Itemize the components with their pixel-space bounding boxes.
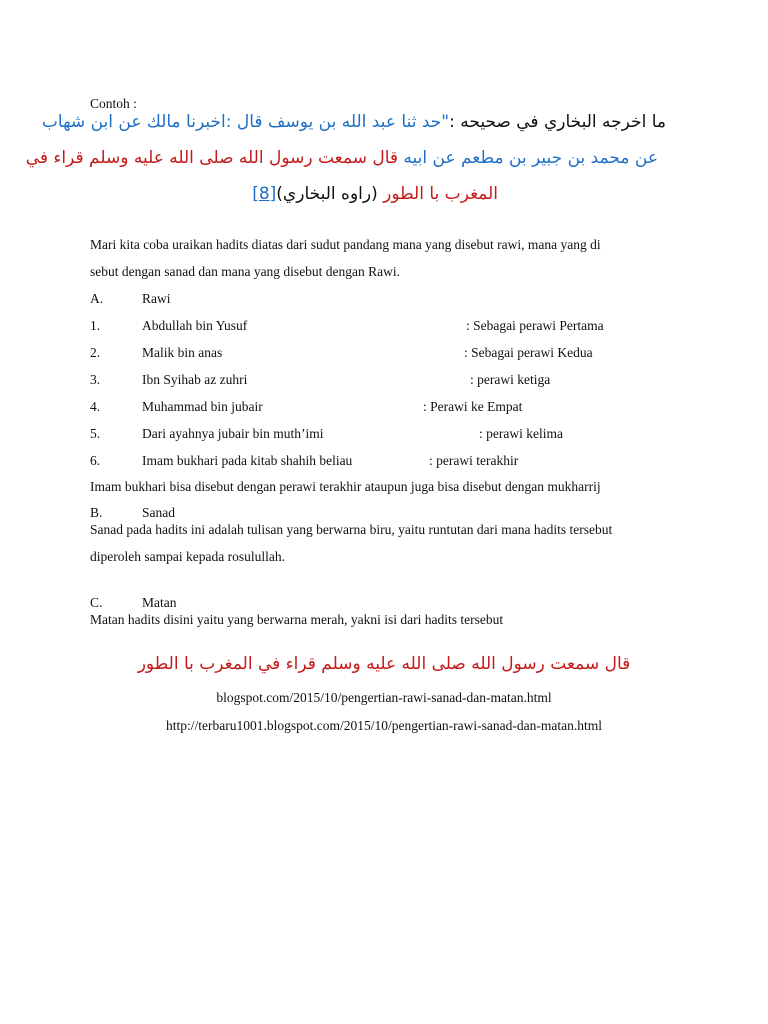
rawi-number: 2. xyxy=(90,345,101,360)
rawi-list-item xyxy=(0,345,768,365)
rawi-role: : Perawi ke Empat xyxy=(423,399,523,414)
rawi-role: : perawi kelima xyxy=(479,426,563,441)
rawi-name: Muhammad bin jubair xyxy=(142,399,263,414)
source-link-1[interactable]: blogspot.com/2015/10/pengertian-rawi-sanad-dan-matan.html xyxy=(216,690,552,705)
rawi-role: : Sebagai perawi Kedua xyxy=(464,345,593,360)
section-c-title: Matan xyxy=(142,595,177,610)
matan-arabic: قال سمعت رسول الله صلى الله عليه وسلم قراء في المغرب با الطور xyxy=(137,654,631,674)
rawi-list-item xyxy=(0,372,768,392)
arabic-line-3-matan: المغرب با الطور xyxy=(383,184,498,204)
arabic-line-2-sanad: عن محمد بن جبير بن مطعم عن ابيه xyxy=(403,148,658,168)
arabic-line-2-matan: قال سمعت رسول الله صلى الله عليه وسلم قراء في xyxy=(25,148,404,168)
rawi-number: 5. xyxy=(90,426,101,441)
sanad-text-line-2: diperoleh sampai kepada rosulullah. xyxy=(90,549,285,564)
source-link-2[interactable]: http://terbaru1001.blogspot.com/2015/10/pengertian-rawi-sanad-dan-matan.html xyxy=(165,718,602,733)
rawi-name: Malik bin anas xyxy=(142,345,223,360)
rawi-name: Imam bukhari pada kitab shahih beliau xyxy=(142,453,353,468)
section-b-title: Sanad xyxy=(142,505,175,520)
rawi-role: : perawi terakhir xyxy=(429,453,519,468)
sanad-text-line-1: Sanad pada hadits ini adalah tulisan yang berwarna biru, yaitu runtutan dari mana hadits tersebut xyxy=(90,522,613,537)
arabic-line-1-intro: ما اخرجه البخاري في صحيحه : xyxy=(449,112,666,132)
rawi-name: Dari ayahnya jubair bin muth’imi xyxy=(142,426,324,441)
rawi-number: 4. xyxy=(90,399,101,414)
rawi-role: : Sebagai perawi Pertama xyxy=(466,318,604,333)
section-b-letter: B. xyxy=(90,505,103,520)
rawi-list-item xyxy=(0,318,768,338)
arabic-line-3-narrator: (راوه البخاري) xyxy=(276,184,384,204)
arabic-line-3 xyxy=(252,184,498,204)
rawi-note: Imam bukhari bisa disebut dengan perawi terakhir ataupun juga bisa disebut dengan mukharrij xyxy=(90,479,601,494)
arabic-line-1 xyxy=(42,112,666,132)
arabic-line-1-sanad: "حد ثنا عبد الله بن يوسف قال :اخبرنا مالك عن ابن شهاب xyxy=(41,112,450,132)
intro-line-2: sebut dengan sanad dan mana yang disebut dengan Rawi. xyxy=(90,264,401,279)
footnote-reference-link[interactable]: [8] xyxy=(252,184,277,204)
rawi-list-item xyxy=(0,426,768,446)
intro-line-1: Mari kita coba uraikan hadits diatas dari sudut pandang mana yang disebut rawi, mana yang di xyxy=(90,237,601,252)
section-a-title: Rawi xyxy=(142,291,171,306)
rawi-number: 6. xyxy=(90,453,101,468)
arabic-line-2 xyxy=(26,148,658,168)
rawi-number: 1. xyxy=(90,318,101,333)
contoh-label: Contoh : xyxy=(90,96,137,111)
rawi-list-item xyxy=(0,453,768,473)
matan-text: Matan hadits disini yaitu yang berwarna merah, yakni isi dari hadits tersebut xyxy=(90,612,504,627)
rawi-name: Ibn Syihab az zuhri xyxy=(142,372,248,387)
section-c-letter: C. xyxy=(90,595,103,610)
rawi-name: Abdullah bin Yusuf xyxy=(142,318,248,333)
rawi-number: 3. xyxy=(90,372,101,387)
rawi-role: : perawi ketiga xyxy=(470,372,551,387)
section-a-letter: A. xyxy=(90,291,104,306)
rawi-list-item xyxy=(0,399,768,419)
